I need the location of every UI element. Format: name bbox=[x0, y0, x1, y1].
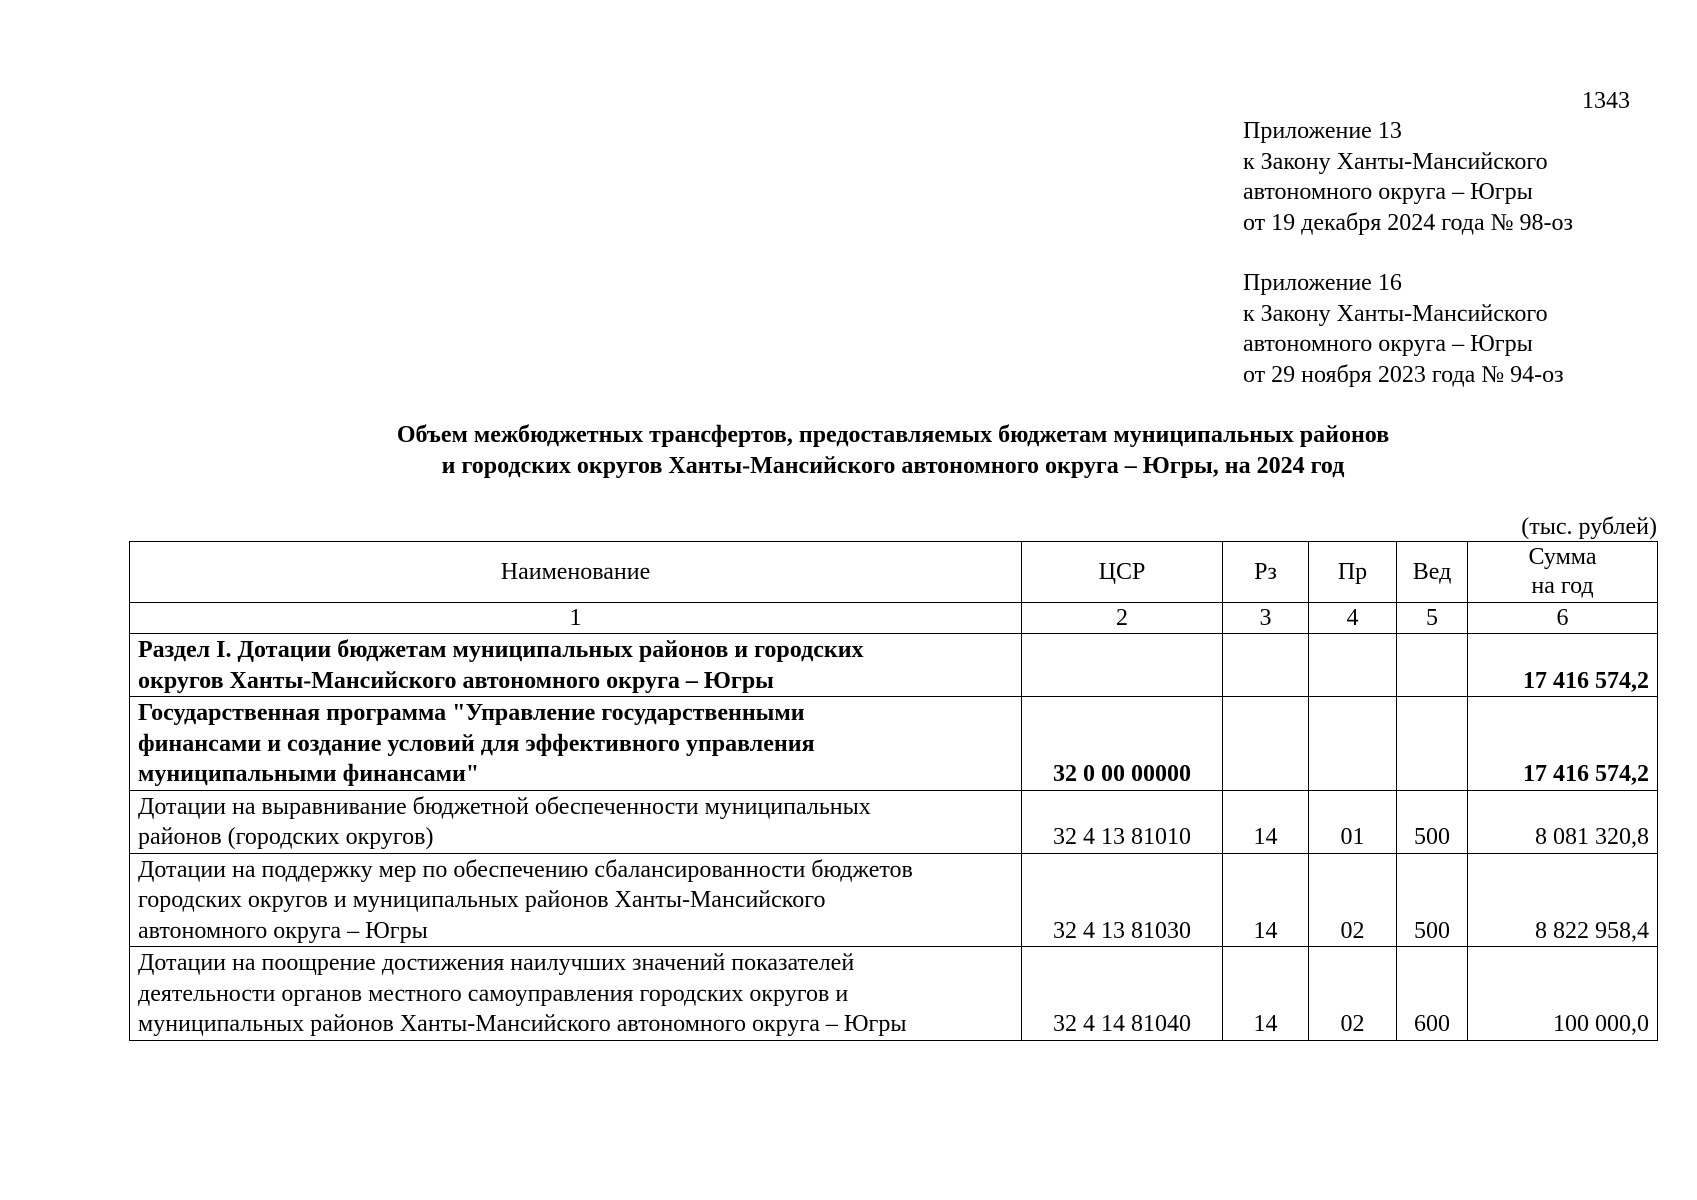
row-sum: 100 000,0 bbox=[1468, 947, 1658, 1041]
row-pr bbox=[1309, 697, 1397, 791]
row-name-line: Раздел I. Дотации бюджетам муниципальных районов и городских bbox=[138, 637, 864, 663]
row-name-line: городских округов и муниципальных районов Ханты-Мансийского bbox=[138, 887, 826, 913]
appendix-13-block bbox=[1243, 116, 1573, 238]
row-csr: 32 4 13 81030 bbox=[1022, 853, 1223, 947]
row-ved: 500 bbox=[1397, 853, 1468, 947]
column-number: 1 bbox=[130, 603, 1022, 634]
column-number: 6 bbox=[1468, 603, 1658, 634]
row-name bbox=[130, 697, 1022, 791]
header-sum-line: на год bbox=[1531, 573, 1594, 599]
row-name-line: муниципальных районов Ханты-Мансийского автономного округа – Югры bbox=[138, 1011, 907, 1037]
appendix-16-block bbox=[1243, 268, 1564, 390]
row-rz bbox=[1223, 634, 1309, 697]
row-ved: 500 bbox=[1397, 790, 1468, 853]
row-csr: 32 4 14 81040 bbox=[1022, 947, 1223, 1041]
row-name bbox=[130, 947, 1022, 1041]
table-row bbox=[130, 634, 1658, 697]
row-rz: 14 bbox=[1223, 947, 1309, 1041]
document-title-line: и городских округов Ханты-Мансийского автономного округа – Югры, на 2024 год bbox=[441, 453, 1345, 479]
row-name-line: муниципальными финансами" bbox=[138, 761, 480, 787]
row-name-line: Дотации на выравнивание бюджетной обеспеченности муниципальных bbox=[138, 793, 871, 820]
table-row bbox=[130, 947, 1658, 1041]
row-name-line: Дотации на поощрение достижения наилучших значений показателей bbox=[138, 950, 855, 976]
header-name: Наименование bbox=[130, 542, 1022, 603]
header-ved: Вед bbox=[1397, 542, 1468, 603]
row-sum: 8 081 320,8 bbox=[1468, 790, 1658, 853]
header-sum-line: Сумма bbox=[1528, 544, 1597, 570]
row-pr: 02 bbox=[1309, 853, 1397, 947]
row-csr: 32 0 00 00000 bbox=[1022, 697, 1223, 791]
table-row bbox=[130, 697, 1658, 791]
table-header-row bbox=[130, 542, 1658, 603]
row-name-line: автономного округа – Югры bbox=[138, 917, 428, 944]
row-ved bbox=[1397, 634, 1468, 697]
appendix-line: автономного округа – Югры bbox=[1243, 331, 1533, 357]
document-title bbox=[129, 420, 1657, 482]
row-name bbox=[130, 634, 1022, 697]
table-row bbox=[130, 790, 1658, 853]
appendix-line: к Закону Ханты-Мансийского bbox=[1243, 300, 1548, 327]
page-number: 1343 bbox=[1582, 88, 1630, 114]
row-rz: 14 bbox=[1223, 790, 1309, 853]
header-sum bbox=[1468, 542, 1658, 603]
column-number: 5 bbox=[1397, 603, 1468, 634]
appendix-line: от 19 декабря 2024 года № 98-оз bbox=[1243, 209, 1574, 236]
column-number: 3 bbox=[1223, 603, 1309, 634]
appendix-line: Приложение 13 bbox=[1243, 118, 1402, 144]
row-name-line: деятельности органов местного самоуправления городских округов и bbox=[138, 980, 849, 1007]
header-pr: Пр bbox=[1309, 542, 1397, 603]
row-name-line: Государственная программа "Управление государственными bbox=[138, 700, 805, 726]
row-name-line: округов Ханты-Мансийского автономного округа – Югры bbox=[138, 667, 774, 694]
row-name-line: Дотации на поддержку мер по обеспечению сбалансированности бюджетов bbox=[138, 856, 913, 883]
column-number-row bbox=[130, 603, 1658, 634]
row-pr: 01 bbox=[1309, 790, 1397, 853]
column-number: 4 bbox=[1309, 603, 1397, 634]
row-sum: 17 416 574,2 bbox=[1468, 634, 1658, 697]
row-ved: 600 bbox=[1397, 947, 1468, 1041]
header-rz: Рз bbox=[1223, 542, 1309, 603]
row-sum: 17 416 574,2 bbox=[1468, 697, 1658, 791]
table-row bbox=[130, 853, 1658, 947]
appendix-line: к Закону Ханты-Мансийского bbox=[1243, 148, 1548, 175]
row-rz bbox=[1223, 697, 1309, 791]
row-csr: 32 4 13 81010 bbox=[1022, 790, 1223, 853]
row-csr bbox=[1022, 634, 1223, 697]
row-name-line: финансами и создание условий для эффективного управления bbox=[138, 730, 815, 757]
row-name-line: районов (городских округов) bbox=[138, 824, 434, 850]
appendix-line: от 29 ноября 2023 года № 94-оз bbox=[1243, 361, 1564, 388]
document-title-line: Объем межбюджетных трансфертов, предоставляемых бюджетам муниципальных районов bbox=[396, 422, 1390, 448]
row-sum: 8 822 958,4 bbox=[1468, 853, 1658, 947]
row-pr: 02 bbox=[1309, 947, 1397, 1041]
row-pr bbox=[1309, 634, 1397, 697]
appendix-line: Приложение 16 bbox=[1243, 270, 1402, 296]
row-name bbox=[130, 790, 1022, 853]
header-csr: ЦСР bbox=[1022, 542, 1223, 603]
units-label: (тыс. рублей) bbox=[1521, 514, 1657, 540]
budget-table bbox=[129, 541, 1658, 1041]
row-name bbox=[130, 853, 1022, 947]
column-number: 2 bbox=[1022, 603, 1223, 634]
row-ved bbox=[1397, 697, 1468, 791]
row-rz: 14 bbox=[1223, 853, 1309, 947]
appendix-line: автономного округа – Югры bbox=[1243, 179, 1533, 205]
